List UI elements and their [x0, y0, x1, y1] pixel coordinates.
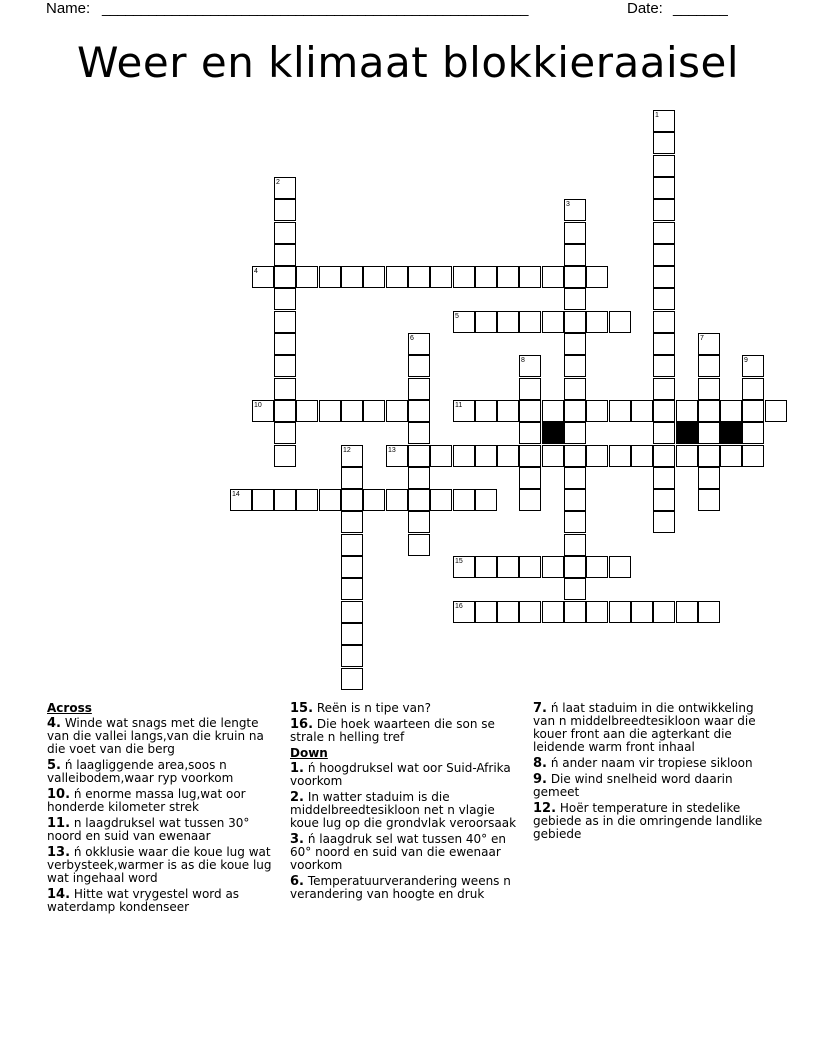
grid-cell[interactable]	[386, 489, 408, 511]
grid-cell[interactable]	[341, 534, 363, 556]
grid-cell[interactable]	[698, 601, 720, 623]
clue-num: 13.	[47, 845, 71, 860]
grid-cell[interactable]	[720, 445, 742, 467]
clue-item	[47, 788, 272, 814]
clue-num: 4.	[47, 716, 61, 731]
grid-cell[interactable]	[430, 266, 452, 288]
grid-cell[interactable]	[274, 422, 296, 444]
clue-text: ń enorme massa lug,wat oor honderde kilometer strek	[47, 787, 246, 814]
grid-cell[interactable]	[609, 311, 631, 333]
clue-number: 9	[744, 357, 748, 364]
clue-number: 1	[655, 112, 659, 119]
grid-cell[interactable]	[274, 311, 296, 333]
down-heading: Down	[290, 746, 328, 760]
grid-cell[interactable]	[274, 244, 296, 266]
grid-cell[interactable]	[341, 578, 363, 600]
grid-cell[interactable]	[742, 422, 764, 444]
grid-cell[interactable]	[341, 623, 363, 645]
grid-cell[interactable]	[475, 311, 497, 333]
grid-cell[interactable]	[363, 400, 385, 422]
grid-cell[interactable]	[698, 445, 720, 467]
grid-cell[interactable]	[519, 266, 541, 288]
clue-num: 5.	[47, 758, 61, 773]
grid-cell[interactable]	[519, 467, 541, 489]
grid-cell[interactable]	[653, 222, 675, 244]
grid-cell[interactable]	[408, 355, 430, 377]
grid-cell[interactable]	[475, 556, 497, 578]
grid-cell[interactable]	[631, 601, 653, 623]
clue-item	[290, 762, 522, 788]
grid-cell[interactable]	[475, 266, 497, 288]
grid-cell[interactable]	[386, 400, 408, 422]
grid-cell[interactable]	[542, 311, 564, 333]
grid-cell[interactable]	[698, 489, 720, 511]
grid-cell[interactable]	[676, 400, 698, 422]
clue-item	[47, 817, 272, 843]
grid-cell[interactable]	[519, 445, 541, 467]
clue-item	[290, 791, 522, 830]
grid-cell[interactable]	[274, 489, 296, 511]
grid-cell[interactable]	[408, 266, 430, 288]
grid-cell[interactable]	[698, 422, 720, 444]
clue-number: 2	[276, 179, 280, 186]
grid-cell[interactable]	[698, 467, 720, 489]
grid-cell[interactable]	[542, 601, 564, 623]
grid-cell[interactable]	[497, 400, 519, 422]
grid-cell[interactable]	[564, 489, 586, 511]
grid-cell[interactable]	[564, 222, 586, 244]
grid-cell[interactable]	[363, 489, 385, 511]
grid-cell[interactable]	[519, 378, 541, 400]
clue-num: 6.	[290, 874, 304, 889]
clue-item	[290, 702, 522, 715]
grid-cell[interactable]	[542, 400, 564, 422]
grid-cell[interactable]	[653, 333, 675, 355]
clue-item	[47, 846, 272, 885]
grid-cell[interactable]	[341, 601, 363, 623]
grid-cell[interactable]	[586, 311, 608, 333]
grid-cell[interactable]	[274, 288, 296, 310]
clue-text: ń ander naam vir tropiese sikloon	[550, 756, 753, 770]
clue-text: Hoër temperature in stedelike gebiede as in die omringende landlike gebiede	[533, 801, 763, 841]
clue-num: 10.	[47, 787, 71, 802]
grid-cell[interactable]	[653, 422, 675, 444]
clue-item	[47, 888, 272, 914]
clue-number: 7	[700, 335, 704, 342]
grid-cell[interactable]	[564, 556, 586, 578]
clue-text: ń okklusie waar die koue lug wat verbysteek,warmer is as die koue lug wat ingehaal word	[47, 845, 272, 885]
clue-num: 14.	[47, 887, 71, 902]
grid-cell[interactable]	[742, 378, 764, 400]
clue-text: Die hoek waarteen die son se strale n helling tref	[290, 717, 495, 744]
grid-cell[interactable]	[586, 400, 608, 422]
clue-num: 16.	[290, 717, 314, 732]
grid-cell[interactable]	[497, 445, 519, 467]
grid-cell[interactable]	[609, 445, 631, 467]
clue-text: ń laagdruk sel wat tussen 40° en 60° noord en suid van die ewenaar voorkom	[290, 832, 506, 872]
grid-cell[interactable]	[653, 400, 675, 422]
grid-cell[interactable]	[296, 489, 318, 511]
grid-cell[interactable]	[408, 511, 430, 533]
grid-cell[interactable]	[653, 199, 675, 221]
grid-cell[interactable]	[586, 556, 608, 578]
grid-cell[interactable]	[653, 445, 675, 467]
grid-cell[interactable]	[408, 467, 430, 489]
grid-cell[interactable]	[497, 556, 519, 578]
grid-cell[interactable]	[453, 445, 475, 467]
black-cell	[542, 422, 564, 444]
grid-cell[interactable]	[274, 445, 296, 467]
grid-cell[interactable]	[274, 355, 296, 377]
grid-cell[interactable]	[274, 378, 296, 400]
clue-number: 5	[455, 313, 459, 320]
name-field[interactable]: _______________________________________________________	[102, 0, 528, 17]
grid-cell[interactable]	[542, 266, 564, 288]
clue-num: 12.	[533, 801, 557, 816]
grid-cell[interactable]	[319, 489, 341, 511]
grid-cell[interactable]	[586, 601, 608, 623]
clue-text: ń laagliggende area,soos n valleibodem,waar ryp voorkom	[47, 758, 234, 785]
grid-cell[interactable]	[653, 467, 675, 489]
grid-cell[interactable]	[519, 311, 541, 333]
grid-cell[interactable]	[519, 556, 541, 578]
grid-cell[interactable]	[341, 668, 363, 690]
clue-text: In watter staduim is die middelbreedtesikloon net n vlagie koue lug op die grondvlak veroorsaak	[290, 790, 517, 830]
grid-cell[interactable]	[564, 400, 586, 422]
grid-cell[interactable]	[296, 266, 318, 288]
grid-cell[interactable]	[497, 601, 519, 623]
grid-cell[interactable]	[653, 177, 675, 199]
clues-column-2	[290, 702, 522, 904]
grid-cell[interactable]	[564, 355, 586, 377]
grid-cell[interactable]	[341, 467, 363, 489]
clue-item	[533, 773, 765, 799]
clue-num: 15.	[290, 701, 314, 716]
clue-number: 15	[455, 558, 463, 565]
grid-cell[interactable]	[542, 445, 564, 467]
grid-cell[interactable]	[274, 222, 296, 244]
grid-cell[interactable]	[586, 266, 608, 288]
clue-num: 1.	[290, 761, 304, 776]
clue-number: 16	[455, 603, 463, 610]
grid-cell[interactable]	[586, 445, 608, 467]
grid-cell[interactable]	[564, 244, 586, 266]
clues-column-3	[533, 702, 765, 844]
grid-cell[interactable]	[296, 400, 318, 422]
name-label: Name:	[46, 0, 91, 17]
grid-cell[interactable]	[720, 400, 742, 422]
grid-cell[interactable]	[475, 601, 497, 623]
across-heading: Across	[47, 701, 92, 715]
grid-cell[interactable]	[653, 311, 675, 333]
clue-item	[533, 757, 765, 770]
clue-number: 12	[343, 447, 351, 454]
grid-cell[interactable]	[653, 355, 675, 377]
page-title: Weer en klimaat blokkieraaisel	[76, 38, 740, 87]
clue-item	[533, 802, 765, 841]
grid-cell[interactable]	[319, 400, 341, 422]
grid-cell[interactable]	[564, 578, 586, 600]
grid-cell[interactable]	[408, 378, 430, 400]
clue-text: ń hoogdruksel wat oor Suid-Afrika voorkom	[290, 761, 511, 788]
grid-cell[interactable]	[519, 400, 541, 422]
grid-cell[interactable]	[742, 445, 764, 467]
black-cell	[720, 422, 742, 444]
date-field[interactable]: _______	[673, 0, 728, 17]
clue-num: 9.	[533, 772, 547, 787]
grid-cell[interactable]	[653, 155, 675, 177]
grid-cell[interactable]	[497, 311, 519, 333]
clue-item	[290, 833, 522, 872]
grid-cell[interactable]	[653, 601, 675, 623]
clue-number: 13	[388, 447, 396, 454]
grid-cell[interactable]	[453, 266, 475, 288]
grid-cell[interactable]	[319, 266, 341, 288]
grid-cell[interactable]	[564, 601, 586, 623]
clue-number: 11	[455, 402, 463, 409]
clue-number: 14	[232, 491, 240, 498]
grid-cell[interactable]	[698, 378, 720, 400]
grid-cell[interactable]	[386, 266, 408, 288]
clue-item	[47, 759, 272, 785]
grid-cell[interactable]	[698, 400, 720, 422]
grid-cell[interactable]	[564, 378, 586, 400]
grid-cell[interactable]	[676, 445, 698, 467]
date-label: Date:	[627, 0, 663, 17]
grid-cell[interactable]	[475, 400, 497, 422]
grid-cell[interactable]	[274, 333, 296, 355]
grid-cell[interactable]	[363, 266, 385, 288]
clue-number: 8	[521, 357, 525, 364]
grid-cell[interactable]	[698, 355, 720, 377]
clue-num: 3.	[290, 832, 304, 847]
grid-cell[interactable]	[408, 400, 430, 422]
grid-cell[interactable]	[564, 288, 586, 310]
grid-cell[interactable]	[653, 489, 675, 511]
grid-cell[interactable]	[564, 266, 586, 288]
grid-cell[interactable]	[453, 489, 475, 511]
black-cell	[676, 422, 698, 444]
clue-text: ń laat staduim in die ontwikkeling van n middelbreedtesikloon waar die kouer front aan die agterkant die leidende warm front inhaal	[533, 701, 756, 754]
clues-column-1	[47, 702, 272, 917]
grid-cell[interactable]	[653, 244, 675, 266]
clue-num: 7.	[533, 701, 547, 716]
grid-cell[interactable]	[564, 333, 586, 355]
grid-cell[interactable]	[609, 556, 631, 578]
grid-cell[interactable]	[519, 422, 541, 444]
grid-cell[interactable]	[542, 556, 564, 578]
grid-cell[interactable]	[564, 422, 586, 444]
grid-cell[interactable]	[653, 288, 675, 310]
grid-cell[interactable]	[765, 400, 787, 422]
clue-item	[290, 875, 522, 901]
grid-cell[interactable]	[564, 534, 586, 556]
grid-cell[interactable]	[341, 266, 363, 288]
grid-cell[interactable]	[408, 534, 430, 556]
grid-cell[interactable]	[564, 311, 586, 333]
clue-text: n laagdruksel wat tussen 30° noord en suid van ewenaar	[47, 816, 250, 843]
grid-cell[interactable]	[341, 645, 363, 667]
grid-cell[interactable]	[274, 400, 296, 422]
grid-cell[interactable]	[252, 489, 274, 511]
grid-cell[interactable]	[430, 445, 452, 467]
grid-cell[interactable]	[408, 489, 430, 511]
clue-text: Winde wat snags met die lengte van die vallei langs,van die kruin na die voet van die berg	[47, 716, 264, 756]
clue-text: Hitte wat vrygestel word as waterdamp kondenseer	[47, 887, 240, 914]
grid-cell[interactable]	[274, 199, 296, 221]
grid-cell[interactable]	[564, 467, 586, 489]
clue-number: 3	[566, 201, 570, 208]
grid-cell[interactable]	[430, 489, 452, 511]
grid-cell[interactable]	[653, 511, 675, 533]
grid-cell[interactable]	[341, 489, 363, 511]
grid-cell[interactable]	[564, 445, 586, 467]
grid-cell[interactable]	[631, 400, 653, 422]
grid-cell[interactable]	[653, 132, 675, 154]
grid-cell[interactable]	[408, 445, 430, 467]
grid-cell[interactable]	[519, 601, 541, 623]
grid-cell[interactable]	[408, 422, 430, 444]
clue-num: 8.	[533, 756, 547, 771]
grid-cell[interactable]	[653, 378, 675, 400]
grid-cell[interactable]	[564, 511, 586, 533]
clue-number: 10	[254, 402, 262, 409]
grid-cell[interactable]	[341, 556, 363, 578]
grid-cell[interactable]	[519, 489, 541, 511]
grid-cell[interactable]	[341, 511, 363, 533]
grid-cell[interactable]	[609, 601, 631, 623]
grid-cell[interactable]	[475, 445, 497, 467]
clue-item	[47, 717, 272, 756]
grid-cell[interactable]	[653, 266, 675, 288]
grid-cell[interactable]	[341, 400, 363, 422]
grid-cell[interactable]	[609, 400, 631, 422]
grid-cell[interactable]	[497, 266, 519, 288]
clue-text: Die wind snelheid word daarin gemeet	[533, 772, 733, 799]
clue-number: 6	[410, 335, 414, 342]
clue-item	[533, 702, 765, 754]
clue-num: 2.	[290, 790, 304, 805]
clue-text: Temperatuurverandering weens n verandering van hoogte en druk	[290, 874, 511, 901]
grid-cell[interactable]	[676, 601, 698, 623]
grid-cell[interactable]	[274, 266, 296, 288]
clue-number: 4	[254, 268, 258, 275]
clue-text: Reën is n tipe van?	[316, 701, 431, 715]
grid-cell[interactable]	[742, 400, 764, 422]
clue-item	[290, 718, 522, 744]
grid-cell[interactable]	[631, 445, 653, 467]
grid-cell[interactable]	[475, 489, 497, 511]
clue-num: 11.	[47, 816, 71, 831]
